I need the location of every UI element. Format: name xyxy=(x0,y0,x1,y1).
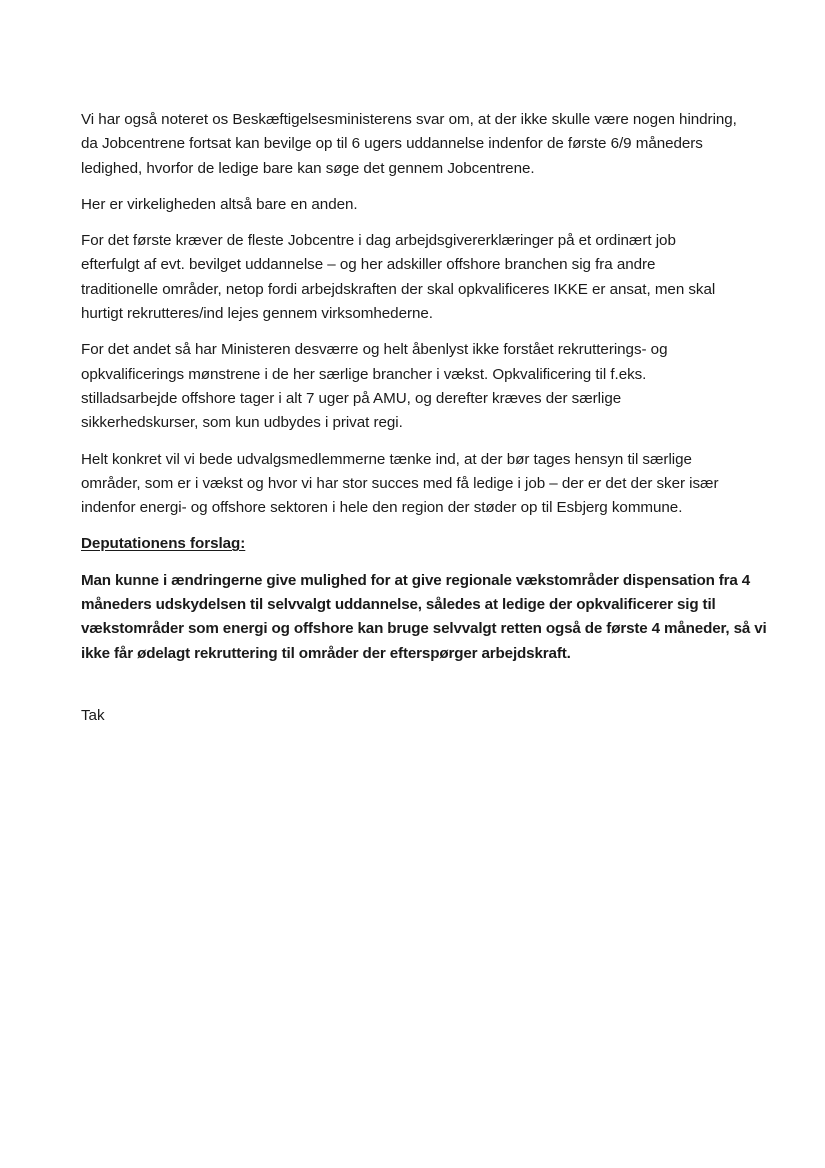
text-line: vækstområder som energi og offshore kan bruge selvvalgt retten også de første 4 måneder, så vi xyxy=(81,620,767,638)
text-line: opkvalificerings mønstrene i de her særlige brancher i vækst. Opkvalificering til f.eks. xyxy=(81,365,647,383)
text-line: For det andet så har Ministeren desværre og helt åbenlyst ikke forstået rekrutterings- og xyxy=(81,341,668,359)
closing xyxy=(81,704,753,728)
paragraph-reality xyxy=(81,193,753,217)
text-line: hurtigt rekrutteres/ind lejes gennem virksomhederne. xyxy=(81,305,433,323)
proposal-paragraph xyxy=(81,569,767,666)
paragraph-second-point xyxy=(81,338,753,435)
text-line: Man kunne i ændringerne give mulighed for at give regionale vækstområder dispensation fra 4 xyxy=(81,571,751,589)
paragraph-first-point xyxy=(81,229,753,326)
text-line: ledighed, hvorfor de ledige bare kan søge det gennem Jobcentrene. xyxy=(81,159,535,177)
text-line: måneders udskydelsen til selvvalgt uddannelse, således at ledige der opkvalificerer sig til xyxy=(81,596,716,614)
paragraph-ministry-answer xyxy=(81,108,753,181)
text-line: Helt konkret vil vi bede udvalgsmedlemmerne tænke ind, at der bør tages hensyn til særlige xyxy=(81,450,692,468)
text-line: traditionelle områder, netop fordi arbejdskraften der skal opkvalificeres IKKE er ansat, men skal xyxy=(81,280,716,298)
closing-text: Tak xyxy=(81,706,105,724)
section-heading xyxy=(81,532,753,556)
letter-body xyxy=(81,108,767,740)
text-line: stilladsarbejde offshore tager i alt 7 uger på AMU, og derefter kræves der særlige xyxy=(81,389,622,407)
text-line: Vi har også noteret os Beskæftigelsesministerens svar om, at der ikke skulle være nogen hindring, xyxy=(81,111,737,128)
text-line: efterfulgt af evt. bevilget uddannelse – og her adskiller offshore branchen sig fra andre xyxy=(81,256,656,274)
text-line: Her er virkeligheden altså bare en anden. xyxy=(81,195,358,213)
text-line: da Jobcentrene fortsat kan bevilge op til 6 ugers uddannelse indenfor de første 6/9 måneders xyxy=(81,135,703,153)
paragraph-concrete-request xyxy=(81,448,753,521)
text-line: indenfor energi- og offshore sektoren i hele den region der støder op til Esbjerg kommune. xyxy=(81,499,683,517)
heading-text: Deputationens forslag: xyxy=(81,535,246,553)
text-line: sikkerhedskurser, som kun udbydes i privat regi. xyxy=(81,414,403,432)
text-line: ikke får ødelagt rekruttering til områder der efterspørger arbejdskraft. xyxy=(81,644,571,662)
text-line: For det første kræver de fleste Jobcentre i dag arbejdsgivererklæringer på et ordinært job xyxy=(81,232,676,250)
text-line: områder, som er i vækst og hvor vi har stor succes med få ledige i job – der er det der sker især xyxy=(81,474,719,492)
